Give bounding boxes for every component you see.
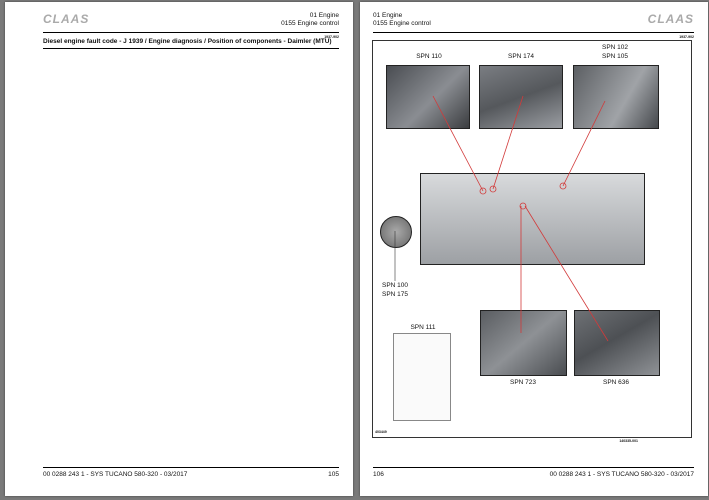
label-spn174: SPN 174 [507, 53, 535, 60]
pointer-spn636 [525, 206, 608, 341]
header-rule [373, 32, 694, 33]
label-spn636: SPN 636 [602, 379, 630, 386]
label-spn110: SPN 110 [416, 53, 442, 60]
footer-doc-number: 00 0288 243 1 - SYS TUCANO 580-320 - 03/2017 [549, 471, 694, 478]
label-spn175: SPN 175 [381, 291, 409, 298]
pointer-lines [373, 41, 691, 437]
component-figure [372, 40, 692, 438]
page-header [373, 12, 431, 28]
left-page [5, 2, 353, 496]
page-number: 105 [328, 471, 339, 478]
page-title: Diesel engine fault code - J 1939 / Engine diagnosis / Position of components - Daimler (MTU) [43, 38, 332, 45]
page-header [281, 12, 339, 28]
pointer-spn174 [493, 96, 523, 189]
footer-doc-number: 00 0288 243 1 - SYS TUCANO 580-320 - 03/2017 [43, 471, 188, 478]
footer-rule [373, 467, 694, 468]
right-page [360, 2, 708, 496]
label-spn105: SPN 105 [601, 53, 629, 60]
footer-rule [43, 467, 339, 468]
figure-id: 403449 [375, 430, 387, 434]
brand-logo: CLAAS [647, 12, 694, 26]
page-number: 106 [373, 471, 384, 478]
doc-code: 1937-902 [679, 35, 694, 39]
doc-code: 1937-902 [324, 35, 339, 39]
label-spn100: SPN 100 [381, 282, 409, 289]
label-spn102: SPN 102 [601, 44, 629, 51]
figure-ref: 140335-001 [619, 439, 638, 443]
title-rule [43, 48, 339, 49]
header-rule [43, 32, 339, 33]
label-spn111: SPN 111 [410, 324, 436, 331]
pointer-spn110 [433, 96, 483, 191]
header-chapter: 01 Engine [373, 12, 403, 19]
header-section: 0155 Engine control [281, 20, 339, 27]
header-section: 0155 Engine control [373, 20, 431, 27]
header-chapter: 01 Engine [309, 12, 339, 19]
brand-logo: CLAAS [43, 12, 90, 26]
pointer-spn102-105 [563, 101, 605, 186]
label-spn723: SPN 723 [509, 379, 537, 386]
